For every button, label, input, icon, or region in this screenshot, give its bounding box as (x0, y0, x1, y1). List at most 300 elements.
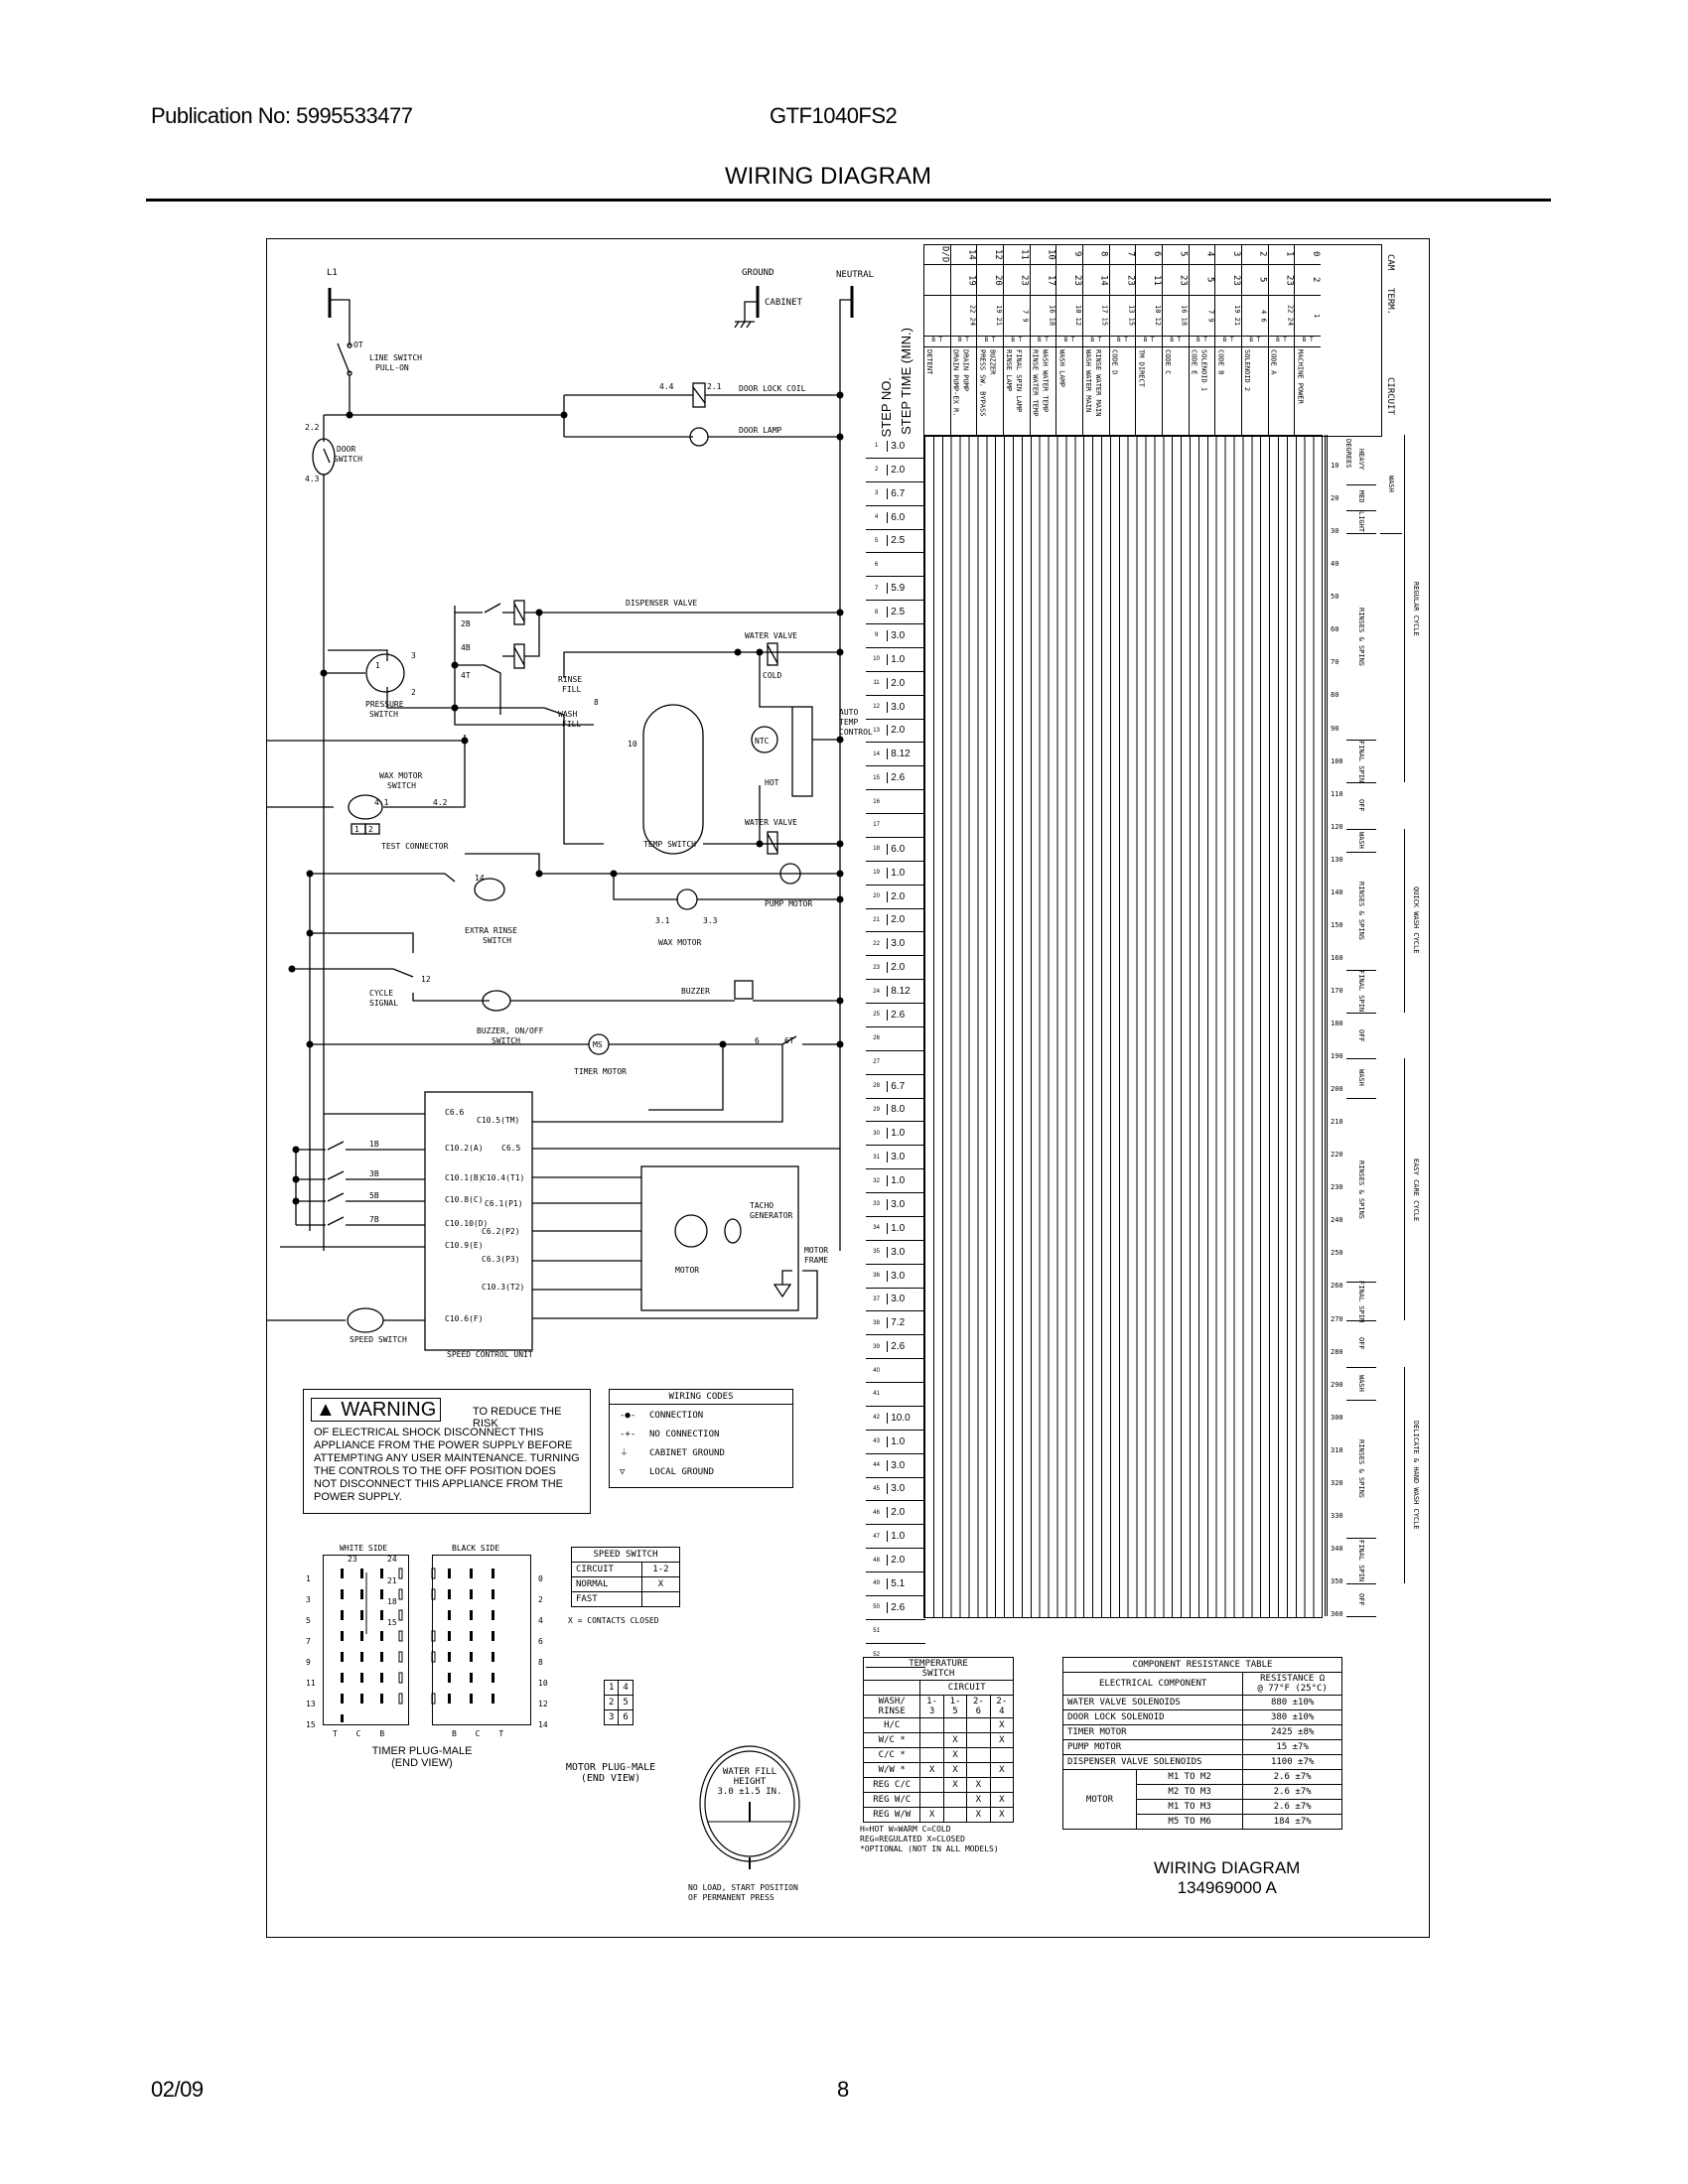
step-number: 49 (873, 1580, 880, 1587)
extra-rinse-label: EXTRA RINSE (465, 926, 517, 935)
cam-number: 2 (1242, 244, 1268, 265)
circuit-label: WASH LAMP (1057, 349, 1066, 387)
step-row (866, 1051, 925, 1075)
circuit-label: FINAL SPIN LAMP (1014, 349, 1023, 413)
step-time: 6.0 (887, 512, 925, 523)
degree-tick: 310 (1331, 1445, 1343, 1454)
step-row (866, 956, 925, 980)
cam-number: 8 (1083, 244, 1109, 265)
water-fill-label: WATER FILL HEIGHT 3.0 ±1.5 IN. (717, 1767, 782, 1797)
contact-bt: B T (1056, 337, 1082, 347)
step-number: 16 (873, 798, 880, 805)
step-number: 25 (873, 1012, 880, 1019)
scu-pin: C10.10(D) (445, 1219, 489, 1228)
pull-on-label: PULL-ON (375, 363, 409, 372)
step-time: 5.9 (887, 583, 925, 594)
door-lamp-label: DOOR LAMP (739, 426, 782, 435)
step-row (866, 932, 925, 956)
degree-tick: 110 (1331, 789, 1343, 798)
step-row (866, 1241, 925, 1265)
wiring-codes-box (609, 1389, 793, 1488)
cycle-phase (1346, 829, 1376, 853)
step-time: 3.0 (887, 441, 925, 452)
motor-plug-caption: MOTOR PLUG-MALE (END VIEW) (565, 1762, 656, 1784)
step-row (866, 886, 925, 909)
term-fixed: 22 24 (951, 296, 977, 337)
step-number: 39 (873, 1343, 880, 1350)
degree-tick: 320 (1331, 1478, 1343, 1487)
contact-4b-label: 4B (461, 643, 471, 652)
step-row (866, 1004, 925, 1027)
cycle-label: REGULAR CYCLE (1412, 581, 1420, 636)
model-number: GTF1040FS2 (770, 103, 898, 128)
step-number: 23 (873, 964, 880, 971)
warning-line: NOT DISCONNECT THIS APPLIANCE FROM THE (314, 1478, 564, 1490)
water-valve-cold-label: WATER VALVE (745, 631, 797, 640)
phase-label: LIGHT (1357, 511, 1365, 533)
contact-2b-label: 2B (461, 619, 471, 628)
term-fixed: 19 21 (1215, 296, 1241, 337)
phase-label: RINSES & SPINS (1357, 607, 1365, 666)
l1-label: L1 (327, 268, 338, 278)
timer-plug-terminals (323, 1555, 531, 1725)
step-number: 10 (873, 656, 880, 663)
phase-label: WASH (1387, 476, 1395, 492)
warning-line: OF ELECTRICAL SHOCK DISCONNECT THIS (314, 1427, 544, 1438)
timer-motor-ms-icon: MS (593, 1040, 603, 1049)
step-number: 4 (874, 514, 879, 521)
contact-bt: B T (1163, 337, 1189, 347)
phase-label: OFF (1357, 1337, 1365, 1350)
circuit-label: DRAIN PUMP-EX R. (951, 349, 960, 417)
degree-tick: 100 (1331, 756, 1343, 765)
contact-bt: B T (1136, 337, 1162, 347)
cam-column (950, 244, 977, 435)
step-time: 2.0 (887, 465, 925, 476)
step-row (866, 1431, 925, 1454)
buzzer-label: BUZZER (681, 987, 710, 996)
term-common: 11 (1136, 265, 1162, 296)
cam-column (1189, 244, 1215, 435)
publication-number: Publication No: 5995533477 (151, 103, 413, 128)
cycle-phases (1346, 435, 1426, 1616)
term-fixed: 17 15 (1083, 296, 1109, 337)
degree-tick: 10 (1331, 462, 1339, 471)
step-time: 1.0 (887, 1175, 925, 1186)
component-resistance-table: COMPONENT RESISTANCE TABLE ELECTRICAL COMPONENT RESISTANCE Ω @ 77°F (25°C) WATER VALVE SOLENOIDS 880 ±10% DOOR LOCK SOLENOID 380 ±10% TIMER MOTOR 2425 ±8% PUMP MOTOR 15 ±7% DISPENSER VALVE SOLENOIDS 1100 ±7% MOTOR M1 TO M2 2.6 ±7% M2 TO M3 2.6 ±7% M1 TO M3 2.6 ±7% M5 TO M6 184 ±7% (1062, 1657, 1342, 1830)
step-number: 20 (873, 893, 880, 900)
cycle-phase (1346, 510, 1376, 534)
step-time: 1.0 (887, 1128, 925, 1139)
circuit-label: CODE D (1110, 349, 1119, 375)
cycle-label: DELICATE & HAND WASH CYCLE (1412, 1421, 1420, 1530)
white-terminal-label: 15 (387, 1618, 397, 1627)
motor-frame-label-2: FRAME (804, 1256, 829, 1265)
cycle-phase (1346, 1058, 1376, 1099)
contact-bt: B T (1004, 337, 1030, 347)
step-number: 17 (873, 822, 880, 829)
cycle-signal-label-2: SIGNAL (369, 999, 398, 1008)
tacho-label-2: GENERATOR (750, 1211, 793, 1220)
degree-tick: 180 (1331, 1020, 1343, 1027)
step-number: 7 (874, 585, 879, 592)
phase-label: HEAVY (1357, 449, 1365, 471)
degree-tick: 220 (1331, 1151, 1343, 1160)
degrees-header: DEGREES (1344, 439, 1352, 469)
test-connector-pin-2: 2 (368, 825, 373, 834)
temperature-switch-table: TEMPERATURE SWITCH CIRCUIT WASH/ RINSE 1-3 1-5 2-6 2-4 H/C X W/C * X X C/C * X W/W * X X X REG C/C X X REG W/C X X REG W/W X X X (863, 1657, 1014, 1823)
step-time: 3.0 (887, 630, 925, 641)
step-time: 1.0 (887, 1436, 925, 1447)
speed-switch-note: X = CONTACTS CLOSED (568, 1616, 659, 1625)
step-time: 2.6 (887, 772, 925, 783)
term-fixed: 10 12 (1056, 296, 1082, 337)
contact-14-label: 14 (475, 874, 485, 883)
speed-control-unit-label: SPEED CONTROL UNIT (447, 1350, 533, 1359)
cam-number: 9 (1056, 244, 1082, 265)
step-row (866, 838, 925, 862)
cam-number: 4 (1190, 244, 1215, 265)
cam-column (1268, 244, 1295, 435)
pressure-switch-label: PRESSURE (365, 700, 404, 709)
warning-line: ATTEMPTING ANY USER MAINTENANCE. TURNING (314, 1452, 580, 1464)
cycle-phase (1346, 533, 1376, 741)
step-time: 2.0 (887, 914, 925, 925)
step-number: 45 (873, 1485, 880, 1492)
step-number: 32 (873, 1177, 880, 1184)
scu-pin: C10.8(C) (445, 1195, 484, 1204)
timer-chart-grid (923, 435, 1323, 1618)
cam-number: D/D (924, 244, 950, 265)
black-side-columns: B C T (452, 1729, 504, 1738)
step-row (866, 790, 925, 814)
warning-line: APPLIANCE FROM THE POWER SUPPLY BEFORE (314, 1439, 573, 1451)
degree-tick: 230 (1331, 1183, 1343, 1192)
step-time: 2.0 (887, 725, 925, 736)
cam-column (1003, 244, 1030, 435)
step-time: 2.5 (887, 607, 925, 617)
wax-motor-pin-left: 3.1 (655, 916, 670, 925)
term-fixed: 13 15 (1110, 296, 1136, 337)
step-number: 44 (873, 1462, 880, 1469)
step-row (866, 1289, 925, 1312)
step-row (866, 1193, 925, 1217)
header-rule (146, 199, 1551, 202)
cycle-phase (1346, 970, 1376, 1014)
step-number: 30 (873, 1130, 880, 1137)
cam-number: 3 (1215, 244, 1241, 265)
cam-number: 11 (1004, 244, 1030, 265)
scu-pin: C10.5(TM) (477, 1116, 520, 1125)
step-time: 3.0 (887, 1483, 925, 1494)
step-row (866, 1454, 925, 1478)
temperature-switch-legend: H=HOT W=WARM C=COLD REG=REGULATED X=CLOSED *OPTIONAL (NOT IN ALL MODELS) (860, 1825, 999, 1853)
step-number: 40 (873, 1367, 880, 1374)
degree-tick: 150 (1331, 920, 1343, 929)
white-terminal-label: 23 (348, 1555, 357, 1564)
auto-temp-label-2: TEMP (839, 718, 859, 727)
step-number: 38 (873, 1319, 880, 1326)
term-common: 23 (1110, 265, 1136, 296)
step-time: 6.7 (887, 488, 925, 499)
cycle-phase (1380, 435, 1402, 534)
circuit-label: PRESS SW. BYPASS (978, 349, 987, 417)
scu-pin: C10.9(E) (445, 1241, 484, 1250)
step-number: 35 (873, 1249, 880, 1256)
wax-motor-switch-pin-right: 4.2 (433, 798, 448, 807)
cam-number: 7 (1110, 244, 1136, 265)
step-number: 2 (874, 467, 879, 474)
wiring-code-label: CONNECTION (649, 1411, 704, 1421)
step-row (866, 624, 925, 648)
scu-pin: C6.5 (501, 1144, 521, 1153)
auto-temp-label: AUTO (839, 708, 859, 717)
step-row (866, 1572, 925, 1596)
wiring-code-label: NO CONNECTION (649, 1430, 720, 1439)
degree-tick: 360 (1331, 1610, 1343, 1618)
door-switch-pin-bottom: 4.3 (305, 475, 320, 483)
connection-icon: -●- (620, 1411, 636, 1421)
circuit-label: CODE A (1269, 349, 1278, 375)
step-time: 2.6 (887, 1341, 925, 1352)
contact-bt: B T (977, 337, 1003, 347)
circuit-label: DETENT (924, 349, 933, 375)
degree-tick: 90 (1331, 724, 1339, 733)
degree-tick: 140 (1331, 887, 1343, 896)
phase-label: RINSES & SPINS (1357, 1160, 1365, 1219)
term-common: 23 (1056, 265, 1082, 296)
circuit-label: RINSE WATER MAIN (1093, 349, 1102, 417)
timer-contact-label: 7B (369, 1215, 379, 1224)
degree-tick: 120 (1331, 822, 1343, 831)
cycle-phase (1346, 1367, 1376, 1401)
step-row (866, 1596, 925, 1620)
step-no-label: STEP NO. (879, 377, 894, 438)
step-row (866, 1525, 925, 1549)
step-row (866, 1620, 925, 1644)
term-fixed: 7 9 (1004, 296, 1030, 337)
cycle-range (1404, 829, 1427, 1013)
cycle-phase (1346, 484, 1376, 511)
step-number: 31 (873, 1154, 880, 1160)
step-row (866, 435, 925, 459)
step-row (866, 1027, 925, 1051)
timer-plug-caption: TIMER PLUG-MALE (END VIEW) (371, 1745, 473, 1769)
timer-plug-right-rows: 0 2 4 6 8 10 12 14 (538, 1574, 548, 1729)
cabinet-label: CABINET (765, 298, 802, 308)
step-row (866, 814, 925, 838)
phase-label: WASH (1357, 1069, 1365, 1087)
step-number: 29 (873, 1106, 880, 1113)
pressure-switch-pin-2: 2 (411, 688, 416, 697)
term-fixed: 16 18 (1163, 296, 1189, 337)
contact-bt: B T (951, 337, 977, 347)
step-number: 5 (874, 537, 879, 544)
cam-number: 14 (951, 244, 977, 265)
step-number: 33 (873, 1201, 880, 1208)
step-number: 28 (873, 1083, 880, 1090)
degree-tick: 60 (1331, 625, 1339, 634)
cycle-phase (1346, 852, 1376, 971)
no-connection-icon: -+- (620, 1430, 636, 1439)
step-time: 2.0 (887, 678, 925, 689)
scu-pin: C6.3(P3) (482, 1255, 520, 1264)
timer-contact-label: 3B (369, 1169, 379, 1178)
step-number: 51 (873, 1628, 880, 1635)
wiring-codes-title: WIRING CODES (610, 1390, 792, 1405)
wash-fill-label: WASH (558, 710, 578, 719)
step-number: 37 (873, 1296, 880, 1302)
degree-tick: 70 (1331, 658, 1339, 667)
cam-number: 10 (1031, 244, 1056, 265)
wash-fill-label-2: FILL (562, 720, 582, 729)
step-time-label: STEP TIME (MIN.) (899, 328, 914, 435)
step-row (866, 766, 925, 790)
cam-header: CAM (1385, 254, 1395, 271)
test-connector-label: TEST CONNECTOR (381, 842, 449, 851)
circuit-header: CIRCUIT (1385, 377, 1395, 415)
step-row (866, 1644, 925, 1668)
scu-pin: C10.4(T1) (482, 1173, 525, 1182)
warning-line: THE CONTROLS TO THE OFF POSITION DOES (314, 1465, 556, 1477)
step-number: 41 (873, 1391, 880, 1398)
speed-switch-table: SPEED SWITCH CIRCUIT 1-2 NORMAL X FAST (571, 1547, 680, 1607)
degree-tick: 340 (1331, 1544, 1343, 1553)
phase-label: OFF (1357, 1028, 1365, 1042)
scu-pin: C6.6 (445, 1108, 465, 1117)
step-row (866, 743, 925, 766)
pump-motor-label: PUMP MOTOR (765, 899, 813, 908)
cold-label: COLD (763, 671, 782, 680)
cycle-phase (1346, 740, 1376, 783)
white-terminal-label: 18 (387, 1597, 397, 1606)
step-time: 3.0 (887, 1247, 925, 1258)
term-fixed: 16 18 (1031, 296, 1056, 337)
page-number: 8 (837, 2077, 849, 2102)
door-lock-pin-right: 2.1 (707, 382, 722, 391)
circuit-label: RINSE LAMP (1004, 349, 1013, 392)
term-common: 2 (1295, 265, 1321, 296)
circuit-label: CODE B (1216, 349, 1225, 375)
step-row (866, 1099, 925, 1123)
step-time: 10.0 (887, 1413, 925, 1424)
cam-column (1294, 244, 1321, 435)
circuit-label: RINSE WATER TEMP (1031, 349, 1040, 417)
step-time: 1.0 (887, 654, 925, 665)
wax-motor-pin-right: 3.3 (703, 916, 718, 925)
timer-plug-left-rows: 1 3 5 7 9 11 13 15 (306, 1574, 316, 1729)
timer-contact-label: 5B (369, 1191, 379, 1200)
step-number: 1 (874, 443, 879, 450)
contact-bt: B T (1215, 337, 1241, 347)
degree-tick: 290 (1331, 1380, 1343, 1389)
cabinet-ground-icon: ⏚ (620, 1448, 630, 1458)
term-fixed: 19 21 (977, 296, 1003, 337)
cam-number: 12 (977, 244, 1003, 265)
term-common: 23 (1004, 265, 1030, 296)
step-row (866, 482, 925, 506)
step-time: 8.12 (887, 749, 925, 759)
scu-pin: C10.2(A) (445, 1144, 484, 1153)
step-number: 34 (873, 1225, 880, 1232)
phase-label: WASH (1357, 1374, 1365, 1392)
step-number: 6 (874, 561, 879, 568)
cycle-signal-label: CYCLE (369, 989, 394, 998)
step-row (866, 1359, 925, 1383)
neutral-label: NEUTRAL (836, 270, 874, 280)
phase-label: FINAL SPIN (1357, 970, 1365, 1013)
water-fill-gauge (695, 1742, 804, 1871)
step-row (866, 980, 925, 1004)
degree-tick: 40 (1331, 560, 1339, 569)
term-common: 23 (1215, 265, 1241, 296)
term-common: 23 (1269, 265, 1295, 296)
circuit-label: DRAIN PUMP (961, 349, 970, 392)
step-number: 50 (873, 1604, 880, 1611)
degree-tick: 260 (1331, 1282, 1343, 1291)
degree-tick: 240 (1331, 1216, 1343, 1225)
term-fixed: 1 (1295, 296, 1321, 337)
step-time: 3.0 (887, 1199, 925, 1210)
warning-heading: WARNING (341, 1399, 437, 1421)
rinse-fill-label: RINSE (558, 675, 583, 684)
wax-motor-switch-label-2: SWITCH (387, 781, 416, 790)
dispenser-valve-label: DISPENSER VALVE (626, 599, 698, 608)
step-time: 1.0 (887, 1223, 925, 1234)
degree-tick: 190 (1331, 1052, 1343, 1061)
degree-tick: 210 (1331, 1118, 1343, 1127)
step-row (866, 1169, 925, 1193)
step-time: 3.0 (887, 938, 925, 949)
term-fixed: 4 6 (1242, 296, 1268, 337)
degree-tick: 20 (1331, 494, 1339, 503)
step-time: 2.5 (887, 535, 925, 546)
step-row (866, 530, 925, 554)
contact-6-label: 6 (755, 1036, 760, 1045)
cycle-phase (1346, 1538, 1376, 1584)
warning-line: POWER SUPPLY. (314, 1491, 402, 1503)
step-row (866, 1265, 925, 1289)
buzzer-switch-label-2: SWITCH (492, 1036, 520, 1045)
phase-label: WASH (1357, 831, 1365, 849)
term-common (924, 265, 950, 296)
cam-column (1082, 244, 1109, 435)
step-row (866, 1335, 925, 1359)
step-time: 3.0 (887, 1460, 925, 1471)
circuit-label: SOLENOID 2 (1242, 349, 1251, 392)
temp-switch-label: TEMP SWITCH (643, 840, 696, 849)
step-number: 11 (873, 680, 880, 687)
cam-number: 1 (1269, 244, 1295, 265)
step-time: 3.0 (887, 1152, 925, 1162)
step-row (866, 909, 925, 933)
phase-label: FINAL SPIN (1357, 1280, 1365, 1322)
step-row (866, 1478, 925, 1502)
degree-tick: 250 (1331, 1249, 1343, 1258)
diagram-id: WIRING DIAGRAM 134969000 A (1154, 1858, 1301, 1897)
cycle-phase (1346, 1321, 1376, 1368)
degree-tick: 80 (1331, 691, 1339, 700)
step-row (866, 696, 925, 720)
motor-label: MOTOR (675, 1266, 700, 1275)
cam-column (923, 244, 950, 435)
step-number: 3 (874, 490, 879, 497)
step-number: 47 (873, 1533, 880, 1540)
step-row (866, 1383, 925, 1407)
step-row (866, 506, 925, 530)
step-row (866, 1146, 925, 1169)
cycle-phase (1346, 1583, 1376, 1617)
